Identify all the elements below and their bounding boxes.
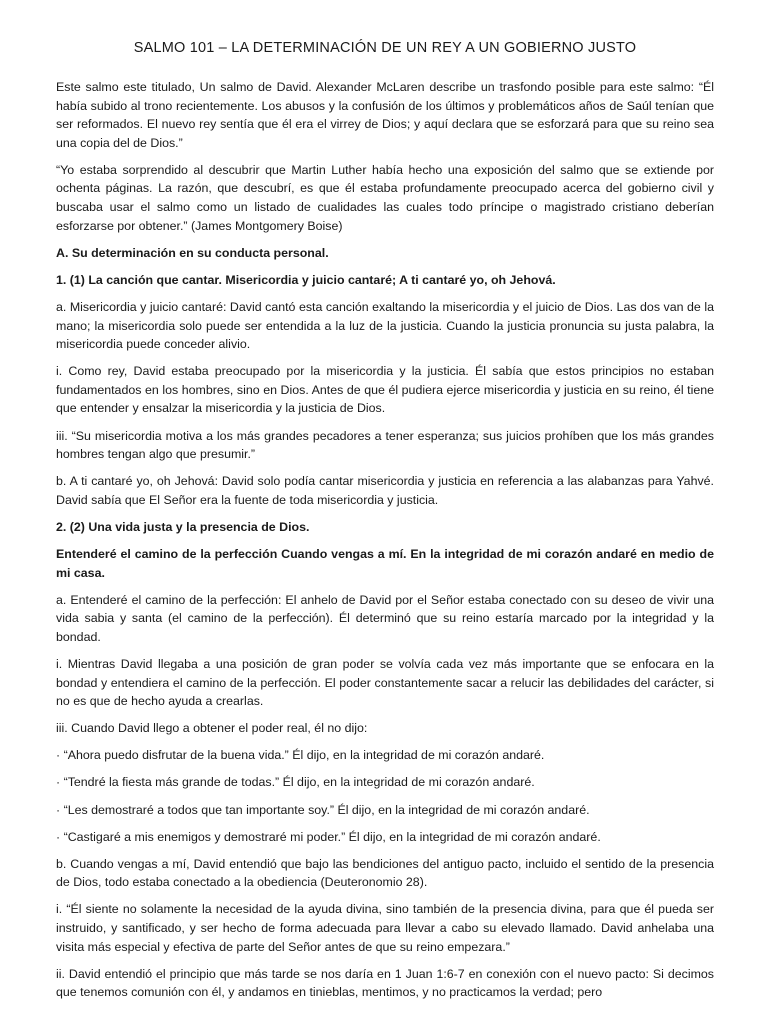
verse-2-text: Entenderé el camino de la perfección Cuando vengas a mí. En la integridad de mi corazón andaré en medio de mi casa. [56,546,714,580]
intro-paragraph: Este salmo este titulado, Un salmo de David. Alexander McLaren describe un trasfondo posible para este salmo: “Él había subido al trono recientemente. Los abusos y la confusión de los últimos y problemáticos años de Saúl tenían que ser reformados. El nuevo rey sentía que él era el virrey de Dios; y aquí declara que se esforzará para que su reino sea una copia del de Dios.” [56,80,714,150]
bullet-item: · “Tendré la fiesta más grande de todas.” Él dijo, en la integridad de mi corazón andaré. [56,775,535,790]
section-heading-a: A. Su determinación en su conducta personal. [56,245,329,260]
point-a-paragraph: a. Misericordia y juicio cantaré: David cantó esta canción exaltando la misericordia y el juicio de Dios. Las dos van de la mano; la misericordia solo puede ser entendida a la luz de la justicia. Cuando la justicia pronuncia su justa palabra, la misericordia puede conceder alivio. [56,299,714,352]
luther-quote-paragraph: “Yo estaba sorprendido al descubrir que Martin Luther había hecho una exposición del salmo que se extiende por ochenta páginas. La razón, que descubrí, es que él estaba profundamente preocupado acerca del gobierno civil y buscaba usar el salmo como un listado de cualidades las cuales todo príncipe o magistrado cristiano deberían esforzarse por obtener.” (James Montgomery Boise) [56,162,714,233]
verse-1-heading: 1. (1) La canción que cantar. Misericordia y juicio cantaré; A ti cantaré yo, oh Jehová. [56,272,556,287]
point-2b-ii-paragraph: ii. David entendió el principio que más tarde se nos daría en 1 Juan 1:6-7 en conexión con el nuevo pacto: Si decimos que tenemos comunión con él, y andamos en tinieblas, mentimos, y no practicamos la verdad; pero [56,966,714,1000]
bullet-item: · “Ahora puedo disfrutar de la buena vida.” Él dijo, en la integridad de mi corazón andaré. [56,748,545,763]
point-2a-paragraph: a. Entenderé el camino de la perfección: El anhelo de David por el Señor estaba conectado con su deseo de vivir una vida sabia y santa (el camino de la perfección). Él determinó que su reino estaría marcado por la integridad y la bondad. [56,592,714,644]
point-b-paragraph: b. A ti cantaré yo, oh Jehová: David solo podía cantar misericordia y justicia en referencia a las alabanzas para Yahvé. David sabía que El Señor era la fuente de toda misericordia y justicia. [56,474,714,507]
point-2a-i-paragraph: i. Mientras David llegaba a una posición de gran poder se volvía cada vez más importante que se enfocara en la bondad y entendiera el camino de la perfección. El poder constantemente sacar a relucir las debilidades del carácter, si no es que de hecho ayuda a crearlas. [56,656,714,709]
bullet-item: · “Les demostraré a todos que tan importante soy.” Él dijo, en la integridad de mi corazón andaré. [56,802,590,817]
point-a-i-paragraph: i. Como rey, David estaba preocupado por la misericordia y la justicia. Él sabía que estos principios no estaban fundamentados en los hombres, sino en Dios. Antes de que él pudiera ejerce misericordia y justicia en su reino, él tiene que entender y ensalzar la misericordia y la justicia de Dios. [56,364,714,416]
verse-2-heading: 2. (2) Una vida justa y la presencia de Dios. [56,519,310,534]
point-2a-iii-paragraph: iii. Cuando David llego a obtener el poder real, él no dijo: [56,721,368,736]
point-2b-i-paragraph: i. “Él siente no solamente la necesidad de la ayuda divina, sino también de la presencia divina, para que él pueda ser instruido, y santificado, y ser hecho de forma adecuada para llevar a cabo su elevado llamado. David anhelaba una visita más especial y efectiva de parte del Señor antes de que su reino empezara.” [56,902,714,954]
point-2b-paragraph: b. Cuando vengas a mí, David entendió que bajo las bendiciones del antiguo pacto, incluido el sentido de la presencia de Dios, todo estaba conectado a la obediencia (Deuteronomio 28). [56,856,714,890]
bullet-item: · “Castigaré a mis enemigos y demostraré mi poder.” Él dijo, en la integridad de mi corazón andaré. [56,829,601,844]
point-a-iii-paragraph: iii. “Su misericordia motiva a los más grandes pecadores a tener esperanza; sus juicios prohíben que los más grandes hombres tengan algo que presumir.” [56,428,714,462]
document-title: SALMO 101 – LA DETERMINACIÓN DE UN REY A UN GOBIERNO JUSTO [133,40,637,56]
